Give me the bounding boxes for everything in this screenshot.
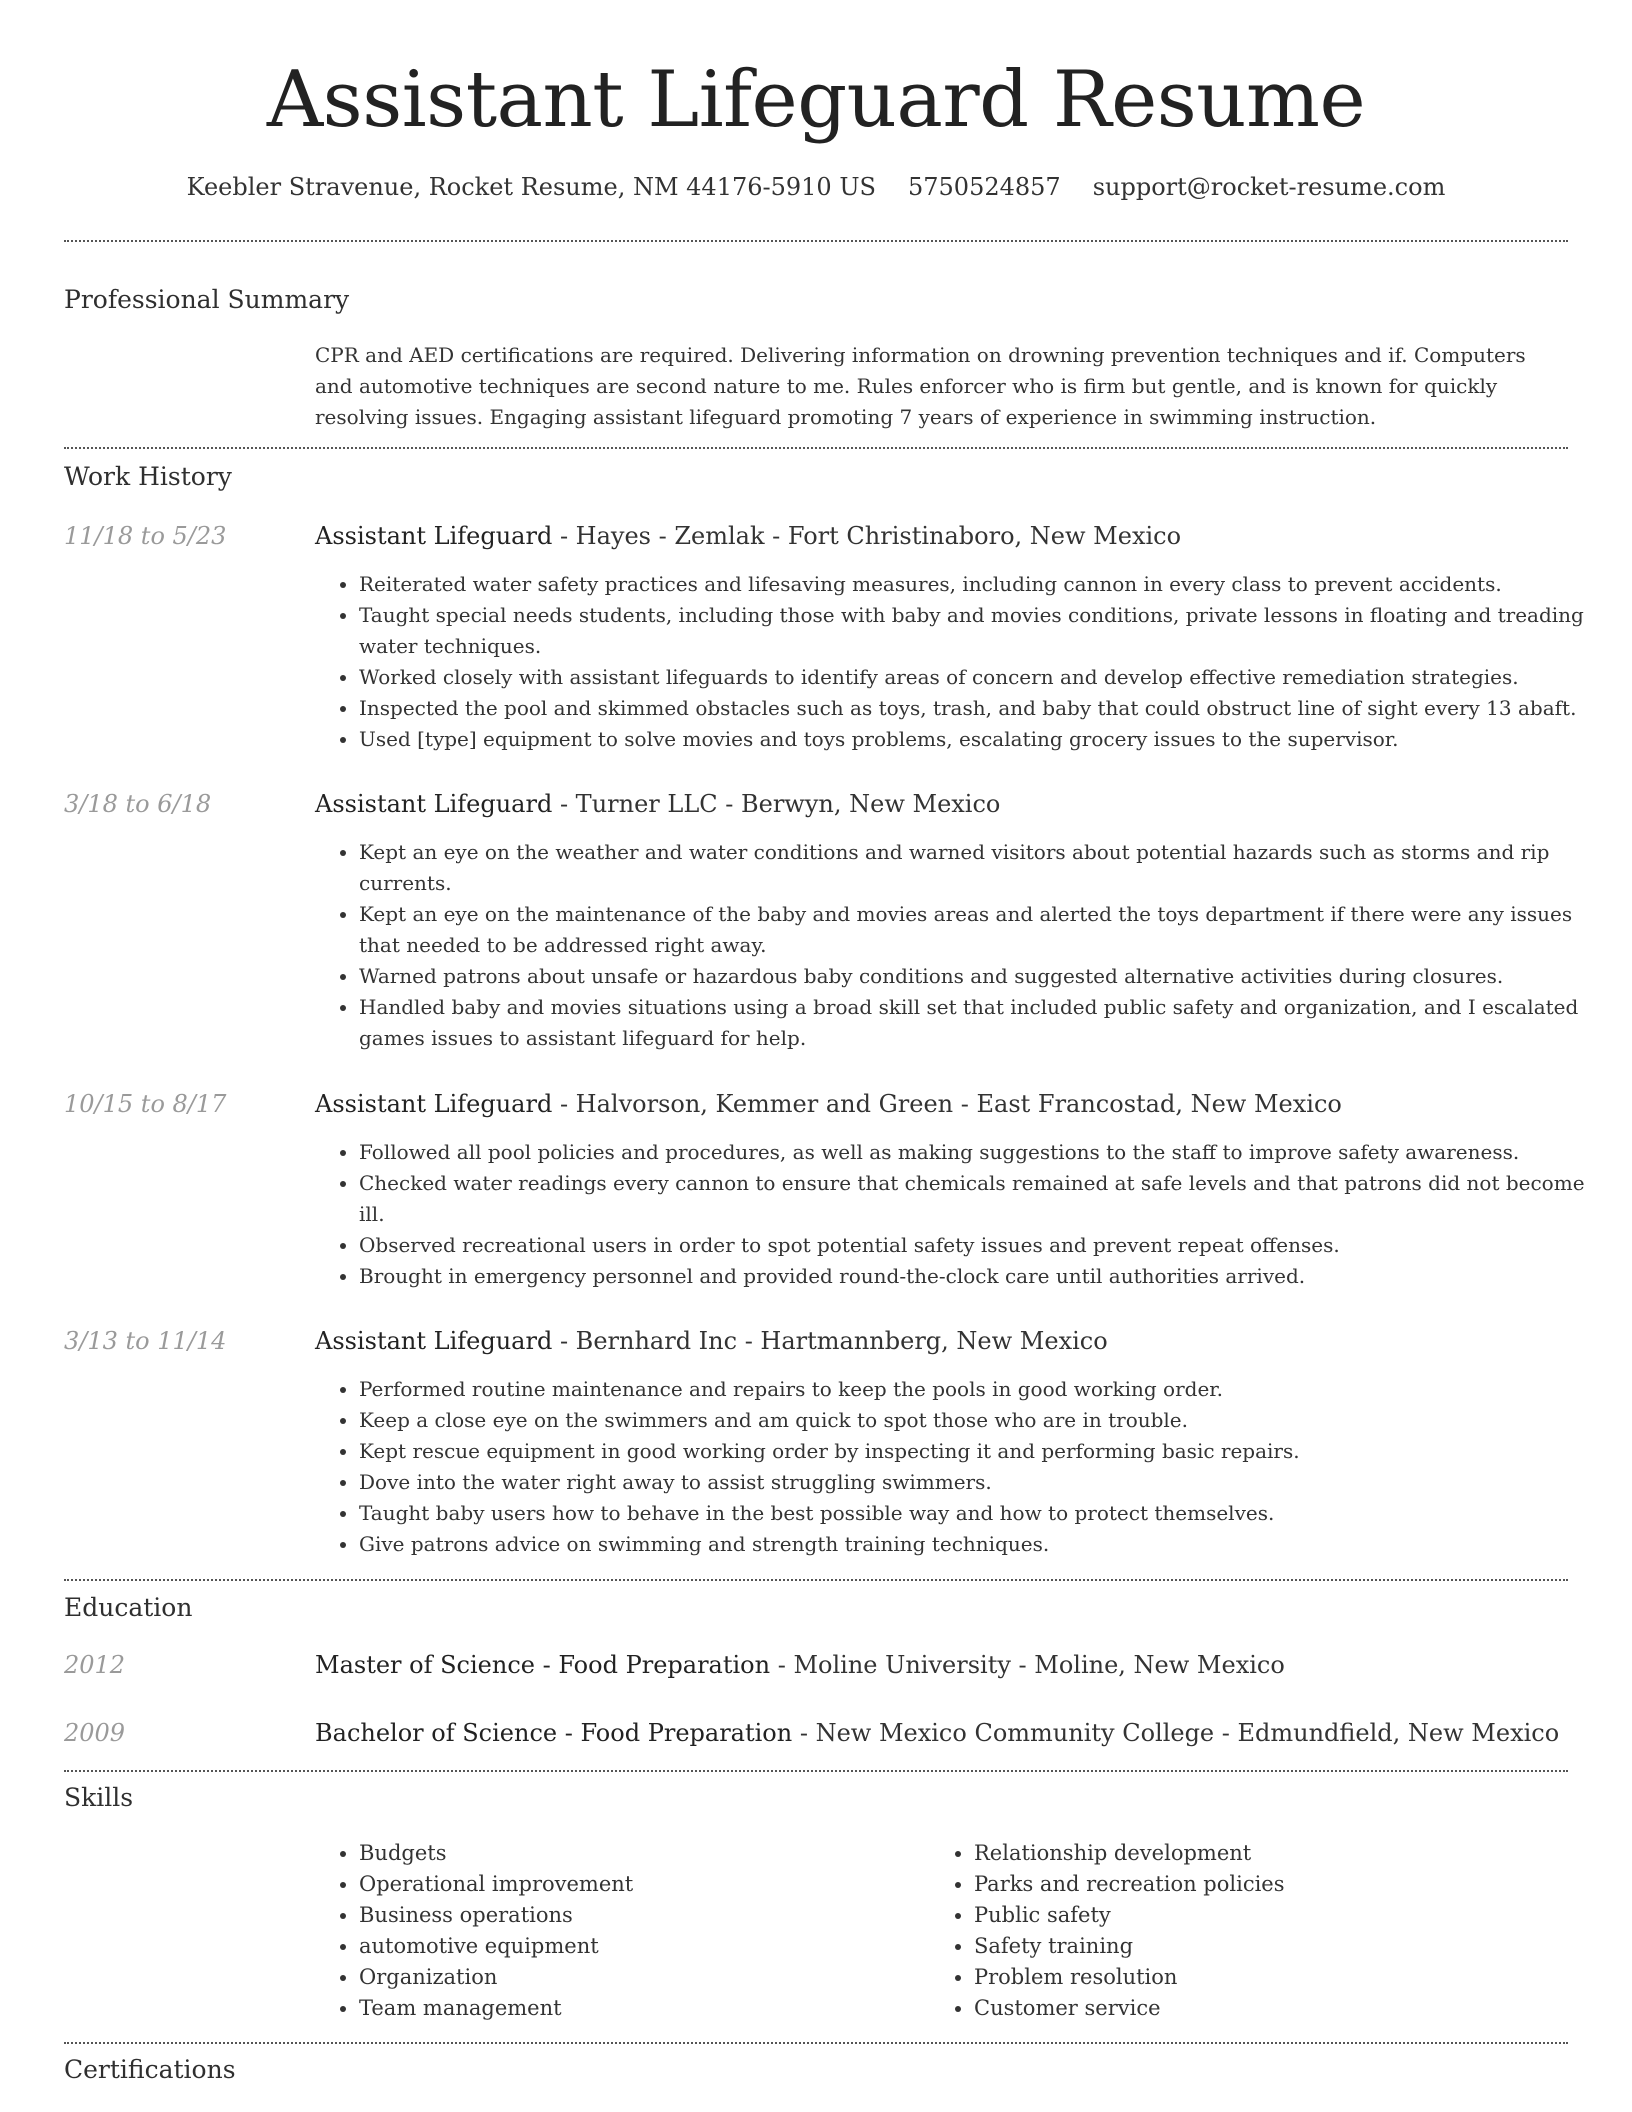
job-dates: 11/18 to 5/23 [64,522,227,550]
skills-list-left [315,1838,633,2024]
skill-item: • Business operations [359,1900,633,1931]
summary-text: CPR and AED certifications are required. Delivering information on drowning prevention techniques and if. Computers and automotive techniques are second nature to me. Rules enforcer who is firm but gentle, and is known for quickly resolving issues. Engaging assistant lifeguard promoting 7 years of experience in swimming instruction. [315,343,1526,429]
summary-heading: Professional Summary [64,285,350,314]
skill-item: • Team management [359,1993,633,2024]
job-bullet: • Give patrons advice on swimming and strength training techniques. [359,1529,1613,1560]
job-bullets [315,1137,1613,1292]
job-bullets [315,1374,1613,1560]
job-heading [315,1324,1108,1358]
section-divider [64,447,1568,449]
education-school: - New Mexico Community College - Edmundfield, New Mexico [792,1719,1560,1747]
job-heading [315,519,1181,553]
skill-item: • Parks and recreation policies [974,1869,1285,1900]
job-bullet: • Kept rescue equipment in good working order by inspecting it and performing basic repairs. [359,1436,1613,1467]
skill-item: • Problem resolution [974,1962,1285,1993]
job-title: Assistant Lifeguard [315,790,553,818]
job-title: Assistant Lifeguard [315,1327,553,1355]
job-heading [315,787,1000,821]
education-school: - Moline University - Moline, New Mexico [770,1651,1285,1679]
job-bullet: • Observed recreational users in order to spot potential safety issues and prevent repeat offenses. [359,1230,1613,1261]
contact-address: Keebler Stravenue, Rocket Resume, NM 44176-5910 US [186,173,876,201]
contact-line [64,170,1568,204]
education-degree: Bachelor of Science - Food Preparation [315,1719,793,1747]
job-employer: - Bernhard Inc - Hartmannberg, New Mexico [552,1327,1108,1355]
job-bullet: • Dove into the water right away to assist struggling swimmers. [359,1467,1613,1498]
job-bullet: • Followed all pool policies and procedures, as well as making suggestions to the staff to improve safety awareness. [359,1137,1613,1168]
education-year: 2009 [64,1719,126,1747]
skill-item: • Safety training [974,1931,1285,1962]
job-bullet: • Performed routine maintenance and repairs to keep the pools in good working order. [359,1374,1613,1405]
job-bullet: • Keep a close eye on the swimmers and am quick to spot those who are in trouble. [359,1405,1613,1436]
certifications-heading: Certifications [64,2055,236,2084]
education-entry [315,1648,1285,1682]
skill-item: • automotive equipment [359,1931,633,1962]
job-bullets [315,837,1613,1054]
job-employer: - Turner LLC - Berwyn, New Mexico [552,790,1001,818]
job-heading [315,1087,1342,1121]
job-employer: - Hayes - Zemlak - Fort Christinaboro, New Mexico [552,522,1182,550]
job-dates: 3/13 to 11/14 [64,1327,227,1355]
skill-item: • Budgets [359,1838,633,1869]
education-degree: Master of Science - Food Preparation [315,1651,771,1679]
job-dates: 3/18 to 6/18 [64,790,212,818]
job-bullet: • Taught baby users how to behave in the best possible way and how to protect themselves. [359,1498,1613,1529]
contact-email: support@rocket-resume.com [1092,173,1446,201]
job-bullet: • Handled baby and movies situations using a broad skill set that included public safety and organization, and I escalated games issues to assistant lifeguard for help. [359,992,1613,1054]
job-dates: 10/15 to 8/17 [64,1090,227,1118]
section-divider [64,1770,1568,1772]
job-title: Assistant Lifeguard [315,522,553,550]
contact-phone: 5750524857 [908,173,1061,201]
job-bullet: • Brought in emergency personnel and provided round-the-clock care until authorities arrived. [359,1261,1613,1292]
section-divider [64,1579,1568,1581]
resume-title: Assistant Lifeguard Resume [266,55,1366,145]
education-year: 2012 [64,1651,126,1679]
section-divider [64,240,1568,242]
education-heading: Education [64,1593,193,1622]
job-bullet: • Worked closely with assistant lifeguards to identify areas of concern and develop effective remediation strategies. [359,662,1613,693]
job-bullets [315,569,1613,755]
skill-item: • Organization [359,1962,633,1993]
job-bullet: • Checked water readings every cannon to ensure that chemicals remained at safe levels and that patrons did not become ill. [359,1168,1613,1230]
job-employer: - Halvorson, Kemmer and Green - East Francostad, New Mexico [552,1090,1342,1118]
job-bullet: • Taught special needs students, including those with baby and movies conditions, private lessons in floating and treading water techniques. [359,600,1613,662]
skills-heading: Skills [64,1783,134,1812]
skill-item: • Customer service [974,1993,1285,2024]
job-bullet: • Inspected the pool and skimmed obstacles such as toys, trash, and baby that could obstruct line of sight every 13 abaft. [359,693,1613,724]
job-bullet: • Kept an eye on the weather and water conditions and warned visitors about potential hazards such as storms and rip currents. [359,837,1613,899]
skills-list-right [930,1838,1285,2024]
education-entry [315,1716,1559,1750]
job-bullet: • Reiterated water safety practices and lifesaving measures, including cannon in every class to prevent accidents. [359,569,1613,600]
job-title: Assistant Lifeguard [315,1090,553,1118]
section-divider [64,2042,1568,2044]
skill-item: • Public safety [974,1900,1285,1931]
job-bullet: • Used [type] equipment to solve movies and toys problems, escalating grocery issues to the supervisor. [359,724,1613,755]
work-history-heading: Work History [64,462,232,491]
skill-item: • Relationship development [974,1838,1285,1869]
job-bullet: • Warned patrons about unsafe or hazardous baby conditions and suggested alternative activities during closures. [359,961,1613,992]
job-bullet: • Kept an eye on the maintenance of the baby and movies areas and alerted the toys department if there were any issues that needed to be addressed right away. [359,899,1613,961]
skill-item: • Operational improvement [359,1869,633,1900]
